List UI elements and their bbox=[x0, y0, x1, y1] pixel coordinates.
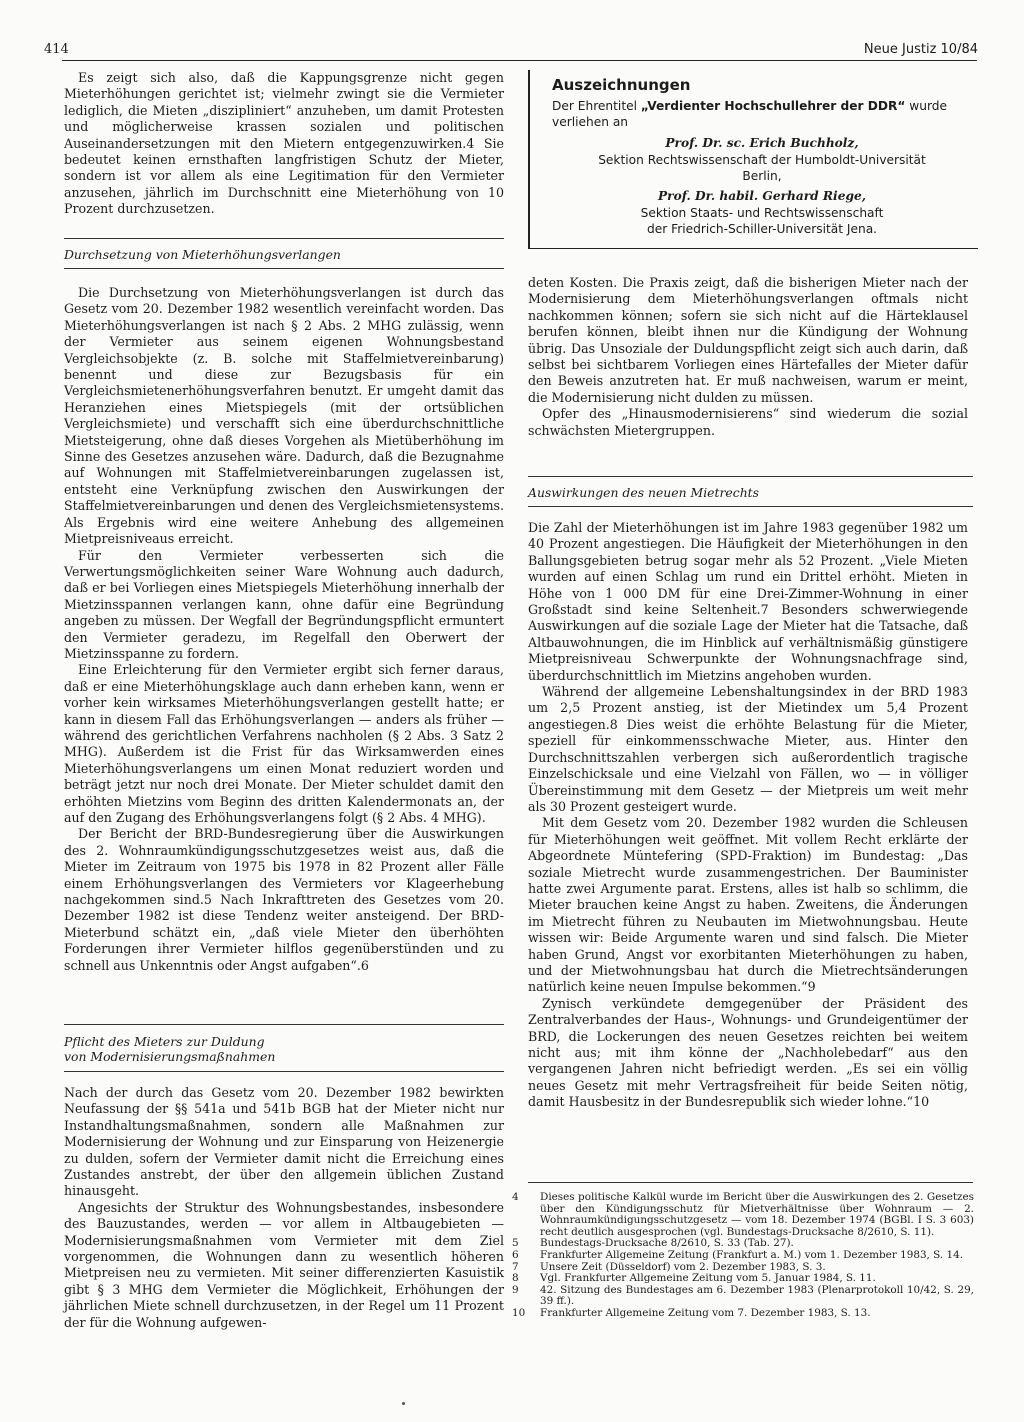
footnote-text: Frankfurter Allgemeine Zeitung (Frankfurt a. M.) vom 1. Dezember 1983, S. 14. bbox=[540, 1248, 964, 1261]
awardee-name: Prof. Dr. sc. Erich Buchholz, bbox=[665, 136, 859, 150]
section-durchsetzung-body bbox=[64, 285, 504, 974]
awardee-affiliation: Sektion Staats- und Rechtswissenschaft bbox=[640, 206, 884, 220]
paragraph: Für den Vermieter verbesserten sich die Verwertungsmöglichkeiten seiner Ware Wohnung auch dadurch, daß er bei Vorliegen eines Mietspiegels Mieterhöhung innerhalb der Mietzinsspannen verlangen kann, ohne dafür eine Begründung angeben zu müssen. Der Wegfall der Begründungspflicht ermuntert den Vermieter geradezu, im Regelfall den Oberwert der Mietzinsspanne zu fordern. bbox=[64, 547, 504, 661]
left-column-opening bbox=[64, 70, 504, 218]
section-rule bbox=[64, 268, 504, 269]
footnote bbox=[512, 1192, 974, 1238]
footnote-number: 6 bbox=[512, 1248, 519, 1261]
footnotes bbox=[512, 1192, 974, 1320]
section-duldung-continued bbox=[528, 275, 968, 439]
section-rule bbox=[528, 506, 973, 507]
paragraph: Mit dem Gesetz vom 20. Dezember 1982 wurden die Schleusen für Mieterhöhungen weit geöffnet. Mit vollem Recht erklärte der Abgeordnete Müntefering (SPD-Fraktion) im Bundestag: „Das soziale Mietrecht wurde zusammengestrichen. Der Bauminister hatte zwei Argumente parat. Erstens, alles ist halb so schlimm, die Mieter brauchen keine Angst zu haben. Zweitens, die Änderungen im Mietrecht führen zu Neubauten im Mietwohnungsbau. Heute wissen wir: Beide Argumente waren und sind falsch. Die Mieter haben Grund, Angst vor exorbitanten Mieterhöhungen zu haben, und der Mietwohnungsbau hat durch die Mietrechtsänderungen natürlich keine neuen Impulse bekommen.“9 bbox=[528, 815, 968, 995]
awardee-name: Prof. Dr. habil. Gerhard Riege, bbox=[658, 189, 866, 203]
section-heading-duldung bbox=[64, 1034, 275, 1064]
footnote-number: 10 bbox=[512, 1306, 526, 1319]
footnote-number: 8 bbox=[512, 1272, 519, 1285]
journal-title: Neue Justiz 10/84 bbox=[863, 42, 978, 57]
footnote-text: Dieses politische Kalkül wurde im Bericht über die Auswirkungen des 2. Gesetzes über den Kündigungsschutz für Mietverhältnisse über Wohnraum — 2. Wohnraumkündigungsschutzgesetz — vom 18. Dezember 1974 (BGBl. I S. 3 603) recht deutlich ausgesprochen (vgl. Bundestags-Drucksache 8/2610, S. 11). bbox=[540, 1191, 974, 1238]
paragraph: Die Durchsetzung von Mieterhöhungsverlangen ist durch das Gesetz vom 20. Dezember 1982 wesentlich vereinfacht worden. Das Mieterhöhungsverlangen ist nach § 2 Abs. 2 MHG zulässig, wenn der Vermieter aus seinem eigenen Wohnungsbestand Vergleichsobjekte (z. B. solche mit Staffelmietvereinbarung) benennt und diese zur Bezugsbasis für ein Vergleichsmietenerhöhungsverfahren benutzt. Er umgeht damit das Heranziehen eines Mietspiegels (mit der ortsüblichen Vergleichsmiete) und verschafft sich eine überdurchschnittliche Mietsteigerung, ohne daß dieses Vorgehen als Mietüberhöhung im Sinne des Gesetzes anzusehen wäre. Dadurch, daß die Bezugnahme auf Wohnungen mit Staffelmietvereinbarungen zugelassen ist, entsteht eine Verknüpfung zwischen den Auswirkungen der Staffelmietvereinbarungen und denen des Vergleichsmietensystems. Als Ergebnis wird eine weitere Anhebung des allgemeinen Mietpreisniveaus erreicht. bbox=[64, 285, 504, 547]
footnote-text: Bundestags-Drucksache 8/2610, S. 33 (Tab. 27). bbox=[540, 1237, 794, 1250]
heading-line: Pflicht des Mieters zur Duldung bbox=[64, 1034, 265, 1049]
section-auswirkungen-body bbox=[528, 520, 968, 1111]
footnote-rule bbox=[528, 1182, 973, 1183]
footnote-number: 4 bbox=[512, 1191, 519, 1203]
award-intro-text: wurde verliehen an bbox=[552, 99, 948, 129]
paragraph: Opfer des „Hinausmodernisierens“ sind wiederum die sozial schwächsten Mietergruppen. bbox=[528, 406, 968, 438]
awardee-affiliation: der Friedrich-Schiller-Universität Jena. bbox=[646, 222, 878, 236]
page-number: 414 bbox=[44, 42, 69, 57]
footnote-text: 42. Sitzung des Bundestages am 6. Dezember 1983 (Plenarprotokoll 10/42, S. 29, 39 ff.). bbox=[540, 1283, 974, 1308]
award-box bbox=[528, 70, 978, 249]
footnote-text: Vgl. Frankfurter Allgemeine Zeitung vom 5. Januar 1984, S. 11. bbox=[540, 1272, 876, 1285]
print-speck bbox=[402, 1402, 405, 1405]
footnote bbox=[512, 1285, 974, 1308]
section-rule bbox=[64, 1071, 504, 1072]
award-intro-text: Der Ehrentitel bbox=[552, 99, 641, 113]
footnote-text: Frankfurter Allgemeine Zeitung vom 7. Dezember 1983, S. 13. bbox=[540, 1306, 871, 1319]
footnote-text: Unsere Zeit (Düsseldorf) vom 2. Dezember 1983, S. 3. bbox=[540, 1260, 826, 1273]
paragraph: Der Bericht der BRD-Bundesregierung über die Auswirkungen des 2. Wohnraumkündigungsschutzgesetzes weist aus, daß die Mieter im Zeitraum von 1975 bis 1978 in 82 Prozent aller Fälle einem Erhöhungsverlangen des Vermieters vor Klageerhebung nachgekommen sind.5 Nach Inkrafttreten des Gesetzes vom 20. Dezember 1982 ist diese Tendenz weiter ansteigend. Der BRD-Mieterbund schätzt ein, „daß viele Mieter den überhöhten Forderungen ihrer Vermieter hilflos gegenüberstünden und zu schnell aus Unkenntnis oder Angst aufgaben“.6 bbox=[64, 826, 504, 973]
section-heading-durchsetzung: Durchsetzung von Mieterhöhungsverlangen bbox=[64, 247, 341, 262]
footnote-number: 7 bbox=[512, 1260, 519, 1273]
heading-line: von Modernisierungsmaßnahmen bbox=[64, 1049, 276, 1064]
paragraph: Zynisch verkündete demgegenüber der Präsident des Zentralverbandes der Haus-, Wohnungs- und Grundeigentümer der BRD, die Lockerungen des neuen Gesetzes reichten bei weitem nicht aus; mit ihm könne der „Nachholebedarf“ aus den vergangenen Jahren nicht befriedigt werden. „Es sei ein völlig neues Gesetz mit mehr Vertragsfreiheit für beide Seiten nötig, damit Hausbesitz in der Bundesrepublik sich wieder lohne.“10 bbox=[528, 995, 968, 1110]
footnote-number: 5 bbox=[512, 1237, 519, 1250]
paragraph: Nach der durch das Gesetz vom 20. Dezember 1982 bewirkten Neufassung der §§ 541a und 541b BGB hat der Mieter nicht nur Instandhaltungsmaßnahmen, sondern alle Maßnahmen zur Modernisierung der Wohnung und zur Einsparung von Heizenergie zu dulden, sofern der Vermieter damit nicht die Erreichung eines Zustandes anstrebt, der über den allgemein üblichen Zustand hinausgeht. bbox=[64, 1085, 504, 1199]
footnote bbox=[512, 1273, 974, 1285]
paragraph: Angesichts der Struktur des Wohnungsbestandes, insbesondere des Bauzustandes, werden — vor allem in Altbaugebieten — Modernisierungsmaßnahmen vom Vermieter mit dem Ziel vorgenommen, die Wohnungen dann zu wesentlich höheren Mietpreisen neu zu vermieten. Mit seiner differenzierten Kasuistik gibt § 3 MHG dem Vermieter die Möglichkeit, Erhöhungen der jährlichen Miete schnell durchzusetzen, in der Regel um 11 Prozent der für die Wohnung aufgewen- bbox=[64, 1199, 504, 1330]
section-rule bbox=[64, 1024, 504, 1025]
section-rule bbox=[64, 238, 504, 239]
award-intro bbox=[552, 99, 972, 130]
section-duldung-body bbox=[64, 1085, 504, 1331]
section-rule bbox=[528, 476, 973, 477]
award-title: Auszeichnungen bbox=[552, 76, 691, 94]
awardee-affiliation: Sektion Rechtswissenschaft der Humboldt-Universität bbox=[598, 153, 926, 167]
awardee-affiliation: Berlin, bbox=[742, 169, 782, 183]
section-heading-auswirkungen: Auswirkungen des neuen Mietrechts bbox=[528, 485, 760, 500]
footnote-number: 9 bbox=[512, 1283, 519, 1296]
paragraph: Die Zahl der Mieterhöhungen ist im Jahre 1983 gegenüber 1982 um 40 Prozent angestiegen. Die Häufigkeit der Mieterhöhungen in den Ballungsgebieten betrug sogar mehr als 52 Prozent. „Viele Mieten wurden auf einen Schlag um rund ein Drittel erhöht. Mieten in Höhe von 1 000 DM für eine Drei-Zimmer-Wohnung in einer Großstadt sind keine Seltenheit.7 Besonders schwerwiegende Auswirkungen auf die soziale Lage der Mieter hat die Tatsache, daß Altbauwohnungen, die im Hinblick auf verhältnismäßig günstigere Mietpreisniveau Schwerpunkte der Wohnungsnachfrage sind, überdurchschnittlich im Mietzins angehoben wurden. bbox=[528, 520, 968, 683]
paragraph: Eine Erleichterung für den Vermieter ergibt sich ferner daraus, daß er eine Mieterhöhungsklage auch dann erheben kann, wenn er vorher kein wirksames Mieterhöhungsverlangen gestellt hatte; er kann in diesem Fall das Erhöhungsverlangen — anders als früher — während des gerichtlichen Verfahrens nachholen (§ 2 Abs. 3 Satz 2 MHG). Außerdem ist die Frist für das Wirksamwerden eines Mieterhöhungsverlangens um einen Monat reduziert worden und beträgt jetzt nur noch drei Monate. Der Mieter schuldet damit den erhöhten Mietzins vom Beginn des dritten Kalendermonats an, der auf den Zugang des Erhöhungsverlangens folgt (§ 2 Abs. 4 MHG). bbox=[64, 662, 504, 825]
header-rule bbox=[62, 60, 977, 61]
paragraph: Während der allgemeine Lebenshaltungsindex in der BRD 1983 um 2,5 Prozent anstieg, ist der Mietindex um 5,4 Prozent angestiegen.8 Dies weist die erhöhte Belastung für die Mieter, speziell für einkommensschwache Mieter, aus. Hinter den Durchschnittszahlen verbergen sich außerordentlich tragische Einzelschicksale und eine Vielzahl von Fällen, wo — in völliger Übereinstimmung mit dem Gesetz — der Mietpreis um weit mehr als 30 Prozent gesteigert wurde. bbox=[528, 684, 968, 814]
footnote bbox=[512, 1250, 974, 1262]
footnote bbox=[512, 1308, 974, 1320]
award-honor-title: „Verdienter Hochschullehrer der DDR“ bbox=[640, 99, 906, 113]
paragraph: deten Kosten. Die Praxis zeigt, daß die bisherigen Mieter nach der Modernisierung dem Mieterhöhungsverlangen oftmals nicht nachkommen können; sofern sie sich nicht auf die Härteklausel berufen können, bleibt ihnen nur die Kündigung der Wohnung übrig. Das Unsoziale der Duldungspflicht zeigt sich auch darin, daß selbst bei sichtbarem Vorliegen eines Härtefalles der Mieter dafür den Beweis anzutreten hat. Er muß nachweisen, warum er meint, die Modernisierung nicht dulden zu müssen. bbox=[528, 275, 968, 405]
paragraph: Es zeigt sich also, daß die Kappungsgrenze nicht gegen Mieterhöhungen gerichtet ist; vielmehr zwingt sie die Vermieter lediglich, die Mieten „diszipliniert“ anzuheben, um damit Protesten und möglicherweise krassen sozialen und politischen Auseinandersetzungen mit den Mietern entgegenzuwirken.4 Sie bedeutet keinen ernsthaften langfristigen Schutz der Mieter, sondern ist vor allem als eine Legitimation für den Vermieter anzusehen, jährlich im Durchschnitt eine Mieterhöhung von 10 Prozent durchzusetzen. bbox=[64, 70, 504, 217]
